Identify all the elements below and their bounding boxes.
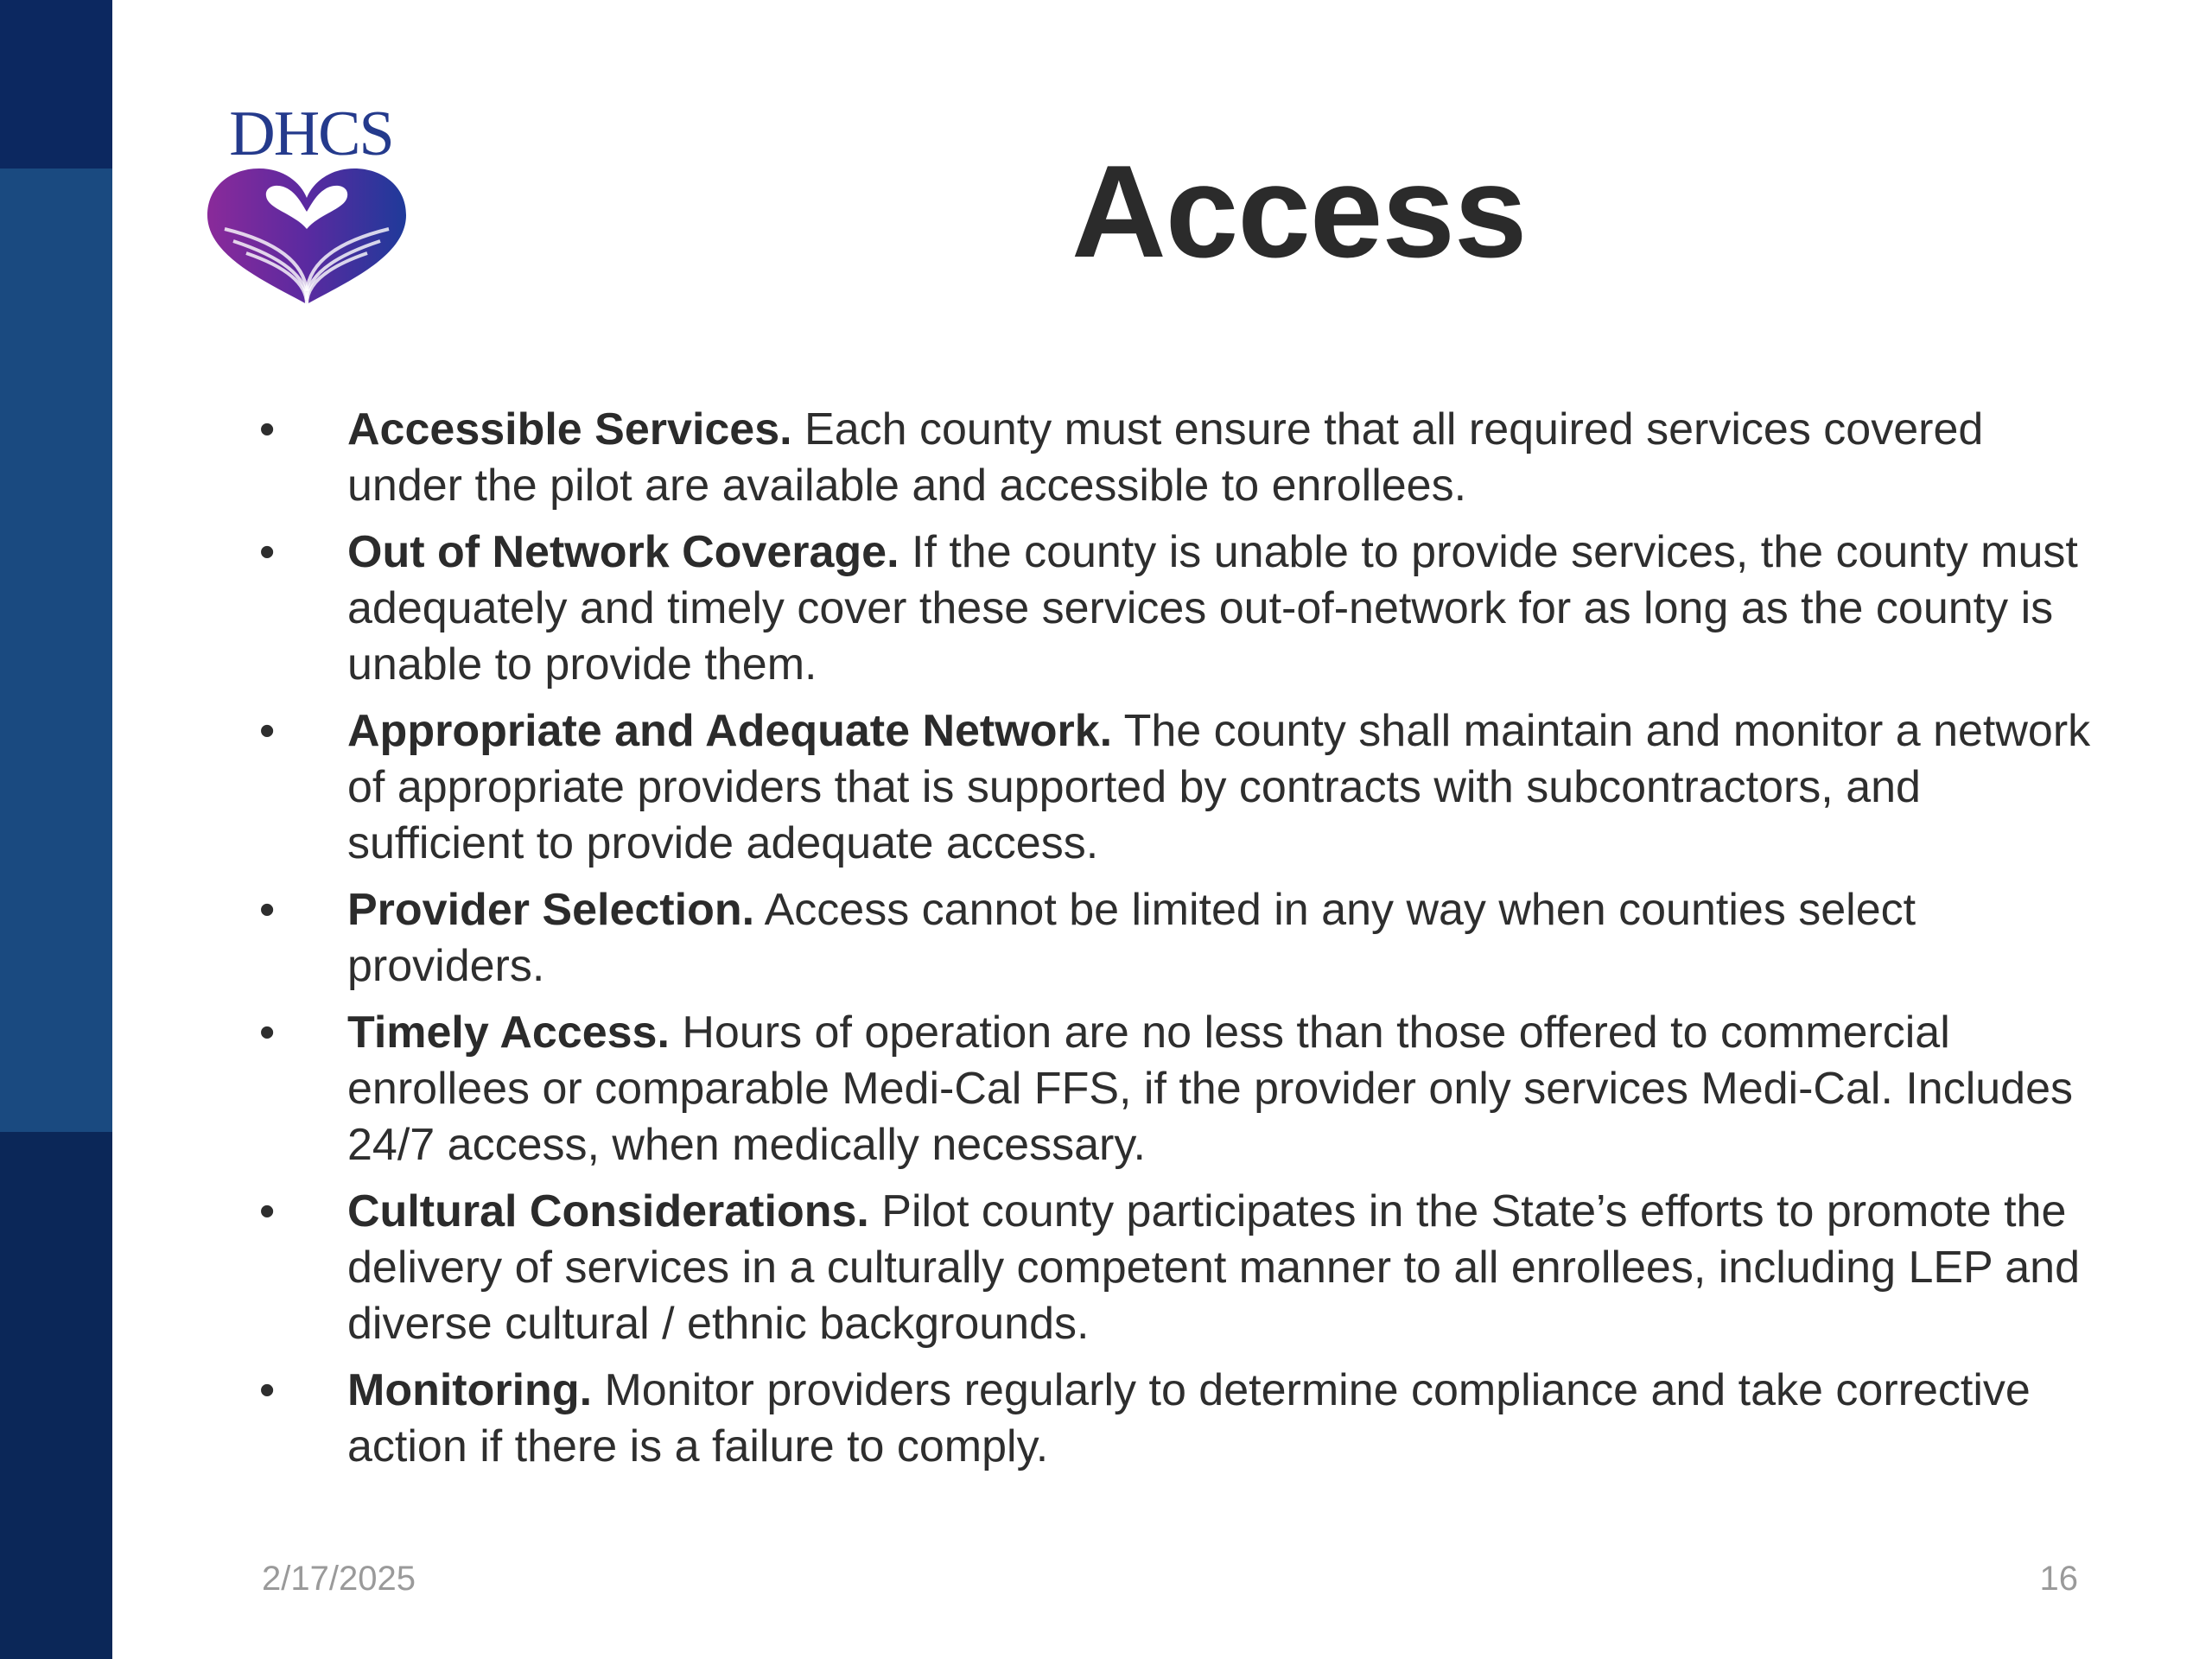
bullet-body: If the county is unable to provide services, the county must adequately and timely cover these services out-of-network for as long as the county is unable to provide them. <box>347 527 2078 690</box>
bullet-glyph: • <box>259 527 276 577</box>
bullet-item <box>259 402 2108 514</box>
bullet-item <box>259 703 2108 872</box>
sidebar-band-top <box>0 0 112 168</box>
bullet-item <box>259 524 2108 693</box>
bullet-lead: Cultural Considerations. <box>347 1186 869 1236</box>
bullet-body: Access cannot be limited in any way when counties select providers. <box>347 885 1916 991</box>
bullet-lead: Appropriate and Adequate Network. <box>347 706 1113 756</box>
bullet-body: The county shall maintain and monitor a network of appropriate providers that is supported by contracts with subcontractors, and sufficient to provide adequate access. <box>347 706 2091 868</box>
left-sidebar-band <box>0 0 112 1659</box>
bullet-glyph: • <box>259 404 276 454</box>
bullet-body: Each county must ensure that all required services covered under the pilot are available and accessible to enrollees. <box>347 404 1984 511</box>
logo-wordmark: DHCS <box>229 99 393 169</box>
bullet-lead: Monitoring. <box>347 1365 593 1415</box>
bullet-item <box>259 1184 2108 1352</box>
bullet-body: Hours of operation are no less than those offered to commercial enrollees or comparable Medi-Cal FFS, if the provider only services Medi-Cal. Includes 24/7 access, when medically necessary. <box>347 1007 2074 1170</box>
bullet-glyph: • <box>259 1365 276 1415</box>
bullet-lead: Accessible Services. <box>347 404 792 454</box>
dhcs-logo <box>199 99 415 307</box>
bullet-glyph: • <box>259 1007 276 1058</box>
bullet-lead: Provider Selection. <box>347 885 755 935</box>
bullet-body: Pilot county participates in the State’s efforts to promote the delivery of services in a culturally competent manner to all enrollees, including LEP and diverse cultural / ethnic backgrounds. <box>347 1186 2080 1349</box>
bullet-item <box>259 1005 2108 1173</box>
sidebar-band-middle <box>0 168 112 1132</box>
bullet-glyph: • <box>259 706 276 756</box>
heart-hands-icon <box>199 162 415 308</box>
page-number: 16 <box>2039 1560 2078 1598</box>
sidebar-band-bottom <box>0 1132 112 1659</box>
bullet-lead: Timely Access. <box>347 1007 670 1058</box>
bullet-glyph: • <box>259 1186 276 1236</box>
bullet-item <box>259 1363 2108 1475</box>
bullet-item <box>259 882 2108 995</box>
footer-date: 2/17/2025 <box>262 1560 416 1598</box>
bullet-glyph: • <box>259 885 276 935</box>
slide-title: Access <box>1071 138 1527 285</box>
bullet-lead: Out of Network Coverage. <box>347 527 899 577</box>
bullet-list <box>259 402 2108 1485</box>
bullet-body: Monitor providers regularly to determine compliance and take corrective action if there is a failure to comply. <box>347 1365 2031 1471</box>
